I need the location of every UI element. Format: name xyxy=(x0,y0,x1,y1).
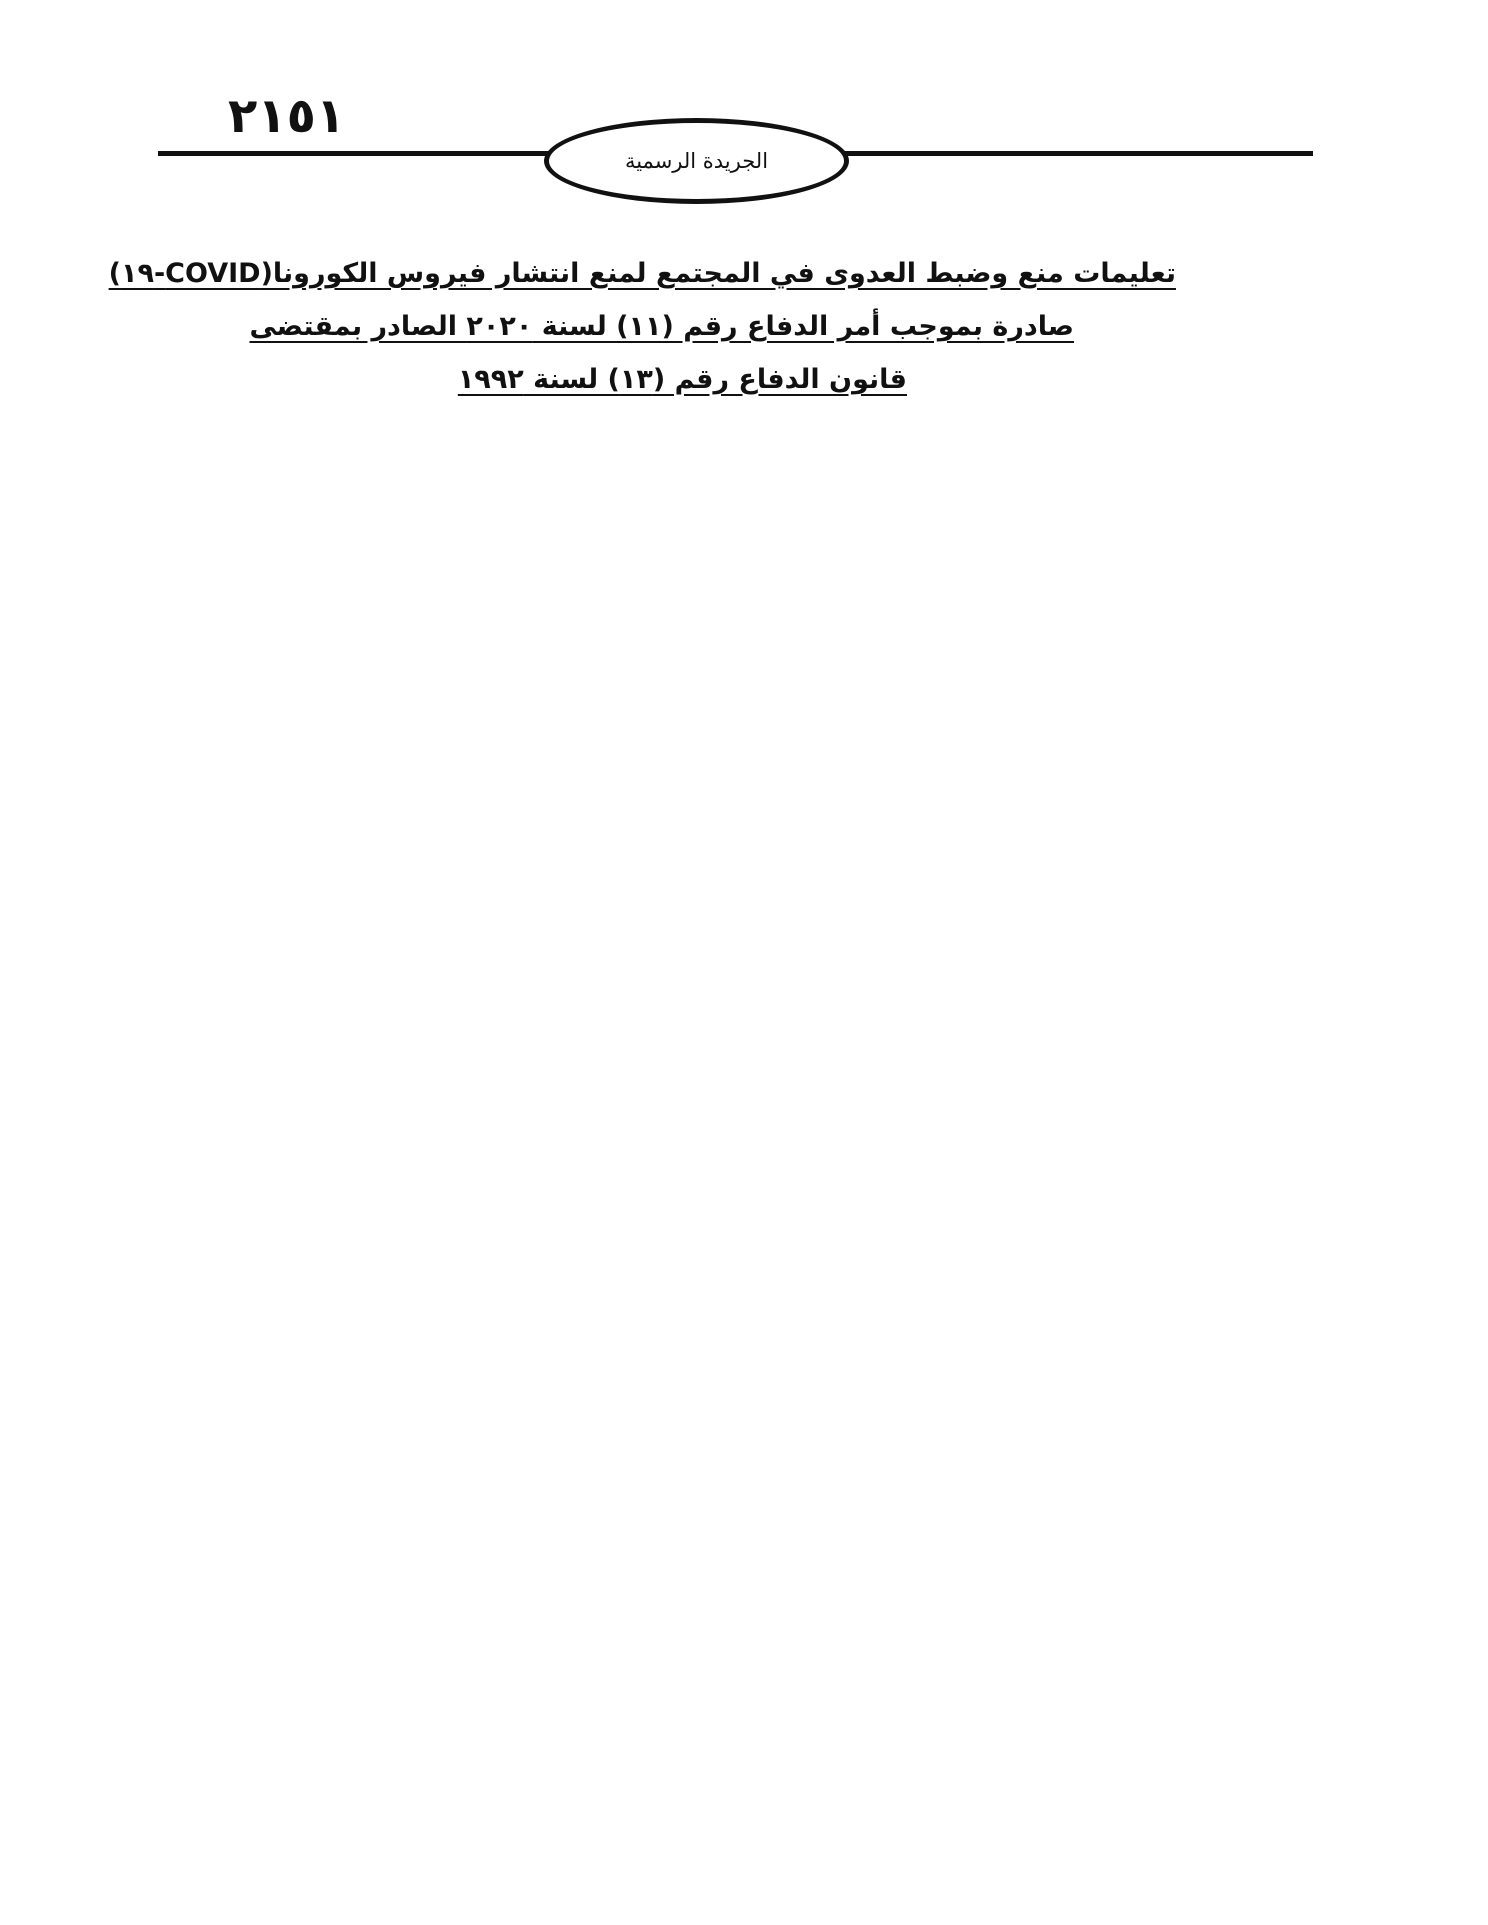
page-number: ٢١٥١ xyxy=(228,88,346,144)
gazette-name: الجريدة الرسمية xyxy=(624,149,769,173)
title-line-2: صادرة بموجب أمر الدفاع رقم (١١) لسنة ٢٠٢٠ الصادر بمقتضى xyxy=(249,311,1074,342)
title-line-3: قانون الدفاع رقم (١٣) لسنة ١٩٩٢ xyxy=(457,364,907,395)
title-line-1: تعليمات منع وضبط العدوى في المجتمع لمنع انتشار فيروس الكورونا(COVID-١٩) xyxy=(108,258,1176,289)
gazette-name-oval xyxy=(544,118,849,204)
